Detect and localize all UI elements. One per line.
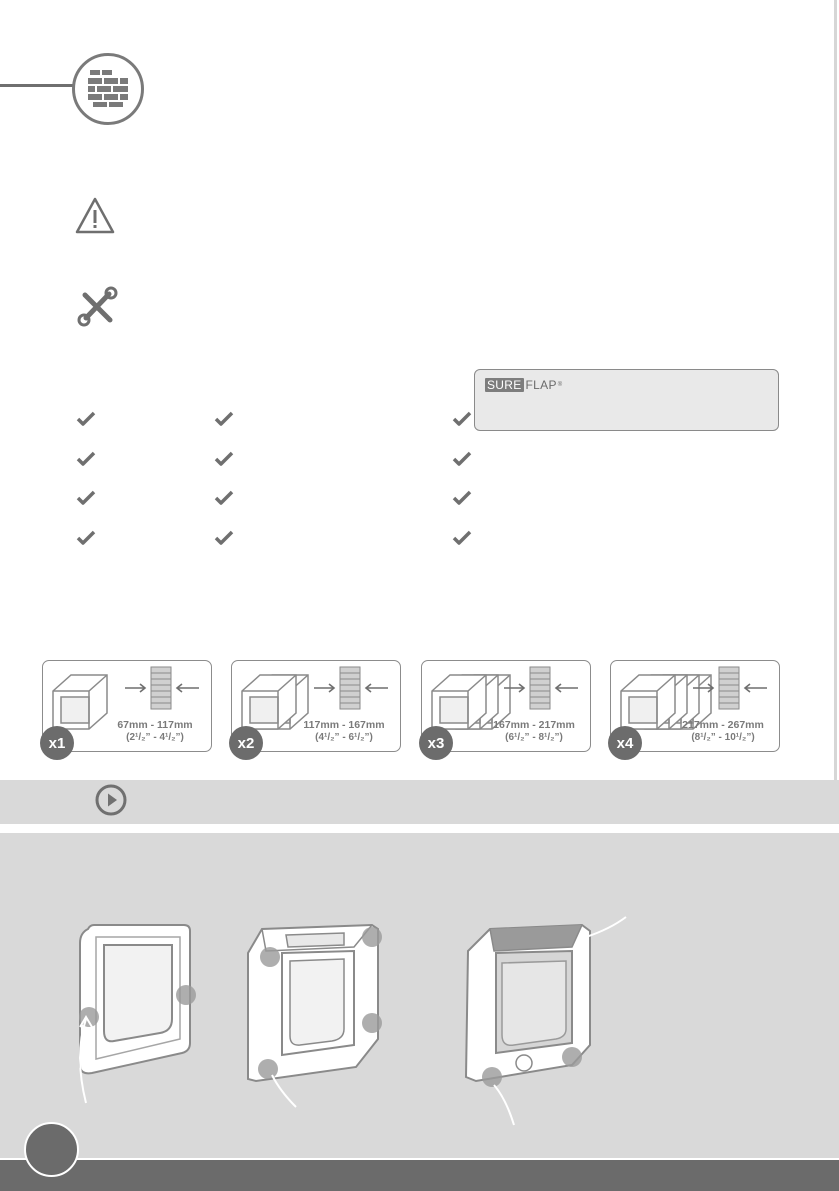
- checkmark-icon: [214, 530, 234, 546]
- play-circle-icon: [95, 784, 127, 816]
- checkmark-icon: [452, 490, 472, 506]
- wall-range-metric: 67mm - 117mm: [117, 719, 193, 731]
- footer-bar: [0, 1160, 839, 1191]
- wall-thickness-diagram: [314, 667, 388, 709]
- logo-sure-text: SURE: [487, 378, 522, 392]
- tunnel-extension-piece: [432, 675, 486, 729]
- extension-count-badge: x4: [608, 726, 642, 760]
- extension-count-badge: x1: [40, 726, 74, 760]
- checkmark-icon: [76, 411, 96, 427]
- wall-range-imperial: (2¹/₂” - 4¹/₂”): [126, 732, 184, 743]
- brick-wall-icon: [72, 53, 144, 125]
- tunnel-extension-piece: [621, 675, 675, 729]
- logo-registered-mark: ®: [557, 382, 563, 388]
- checkmark-icon: [76, 490, 96, 506]
- warning-triangle-icon: [74, 196, 116, 236]
- right-margin-rule: [834, 0, 837, 780]
- checkmark-icon: [452, 411, 472, 427]
- wall-range-metric: 167mm - 217mm: [493, 719, 575, 731]
- section-header-line: [0, 84, 74, 87]
- checkmark-icon: [452, 530, 472, 546]
- flap-frame-illustration-3: [466, 917, 626, 1125]
- illustration-area: [0, 833, 839, 1158]
- wall-range-imperial: (6¹/₂” - 8¹/₂”): [505, 732, 563, 743]
- logo-flap-text: FLAP: [525, 378, 557, 392]
- checkmark-icon: [76, 451, 96, 467]
- wrench-screwdriver-icon: [76, 286, 118, 328]
- wall-thickness-diagram: [504, 667, 578, 709]
- checkmark-icon: [214, 451, 234, 467]
- checkmark-icon: [214, 411, 234, 427]
- extension-count-badge: x3: [419, 726, 453, 760]
- wall-range-imperial: (4¹/₂” - 6¹/₂”): [315, 732, 373, 743]
- extension-count-badge: x2: [229, 726, 263, 760]
- sureflap-info-box: [474, 369, 779, 431]
- checkmark-icon: [76, 530, 96, 546]
- page-number-badge: [24, 1122, 79, 1177]
- wall-range-imperial: (8¹/₂” - 10¹/₂”): [691, 732, 755, 743]
- flap-frame-illustration-1: [79, 925, 196, 1103]
- wall-range-metric: 217mm - 267mm: [682, 719, 764, 731]
- flap-frame-illustration-2: [248, 925, 382, 1107]
- tunnel-extension-piece: [242, 675, 296, 729]
- wall-thickness-diagram: [125, 667, 199, 709]
- tunnel-extension-piece: [53, 675, 107, 729]
- checkmark-icon: [452, 451, 472, 467]
- sureflap-logo: [485, 378, 563, 392]
- wall-range-metric: 117mm - 167mm: [303, 719, 385, 731]
- checkmark-icon: [214, 490, 234, 506]
